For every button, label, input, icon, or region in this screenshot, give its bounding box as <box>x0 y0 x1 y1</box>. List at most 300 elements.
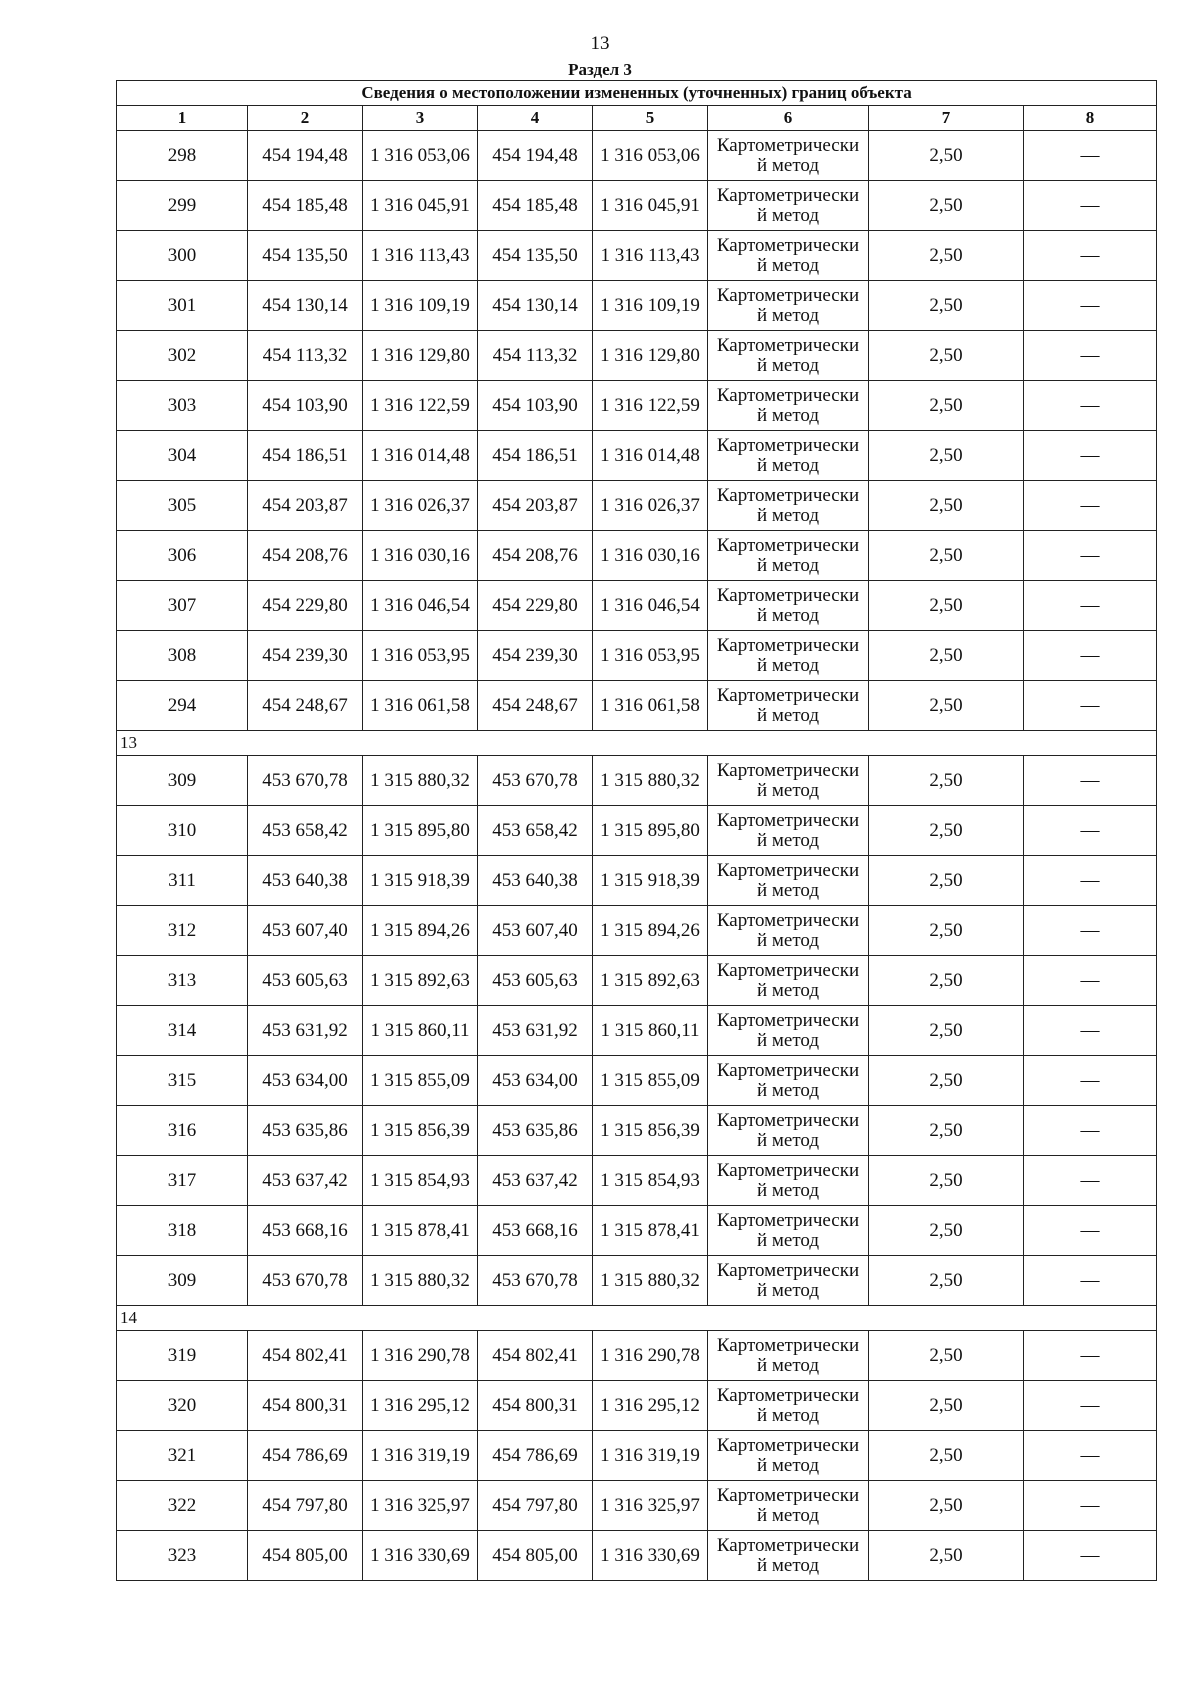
x-existing: 453 631,92 <box>248 1006 363 1056</box>
accuracy: 2,50 <box>869 956 1024 1006</box>
accuracy: 2,50 <box>869 1006 1024 1056</box>
method-line-2: й метод <box>756 204 820 226</box>
y-new: 1 316 295,12 <box>593 1381 708 1431</box>
x-new: 453 605,63 <box>478 956 593 1006</box>
x-existing: 453 640,38 <box>248 856 363 906</box>
method-line-1: Картометрически <box>716 184 860 206</box>
note: — <box>1024 956 1157 1006</box>
note: — <box>1024 1331 1157 1381</box>
method-line-1: Картометрически <box>716 684 860 706</box>
method <box>708 431 869 481</box>
point-number: 309 <box>117 756 248 806</box>
method-line-1: Картометрически <box>716 484 860 506</box>
table-row <box>117 581 1157 631</box>
note: — <box>1024 1106 1157 1156</box>
y-existing: 1 316 109,19 <box>363 281 478 331</box>
method-line-2: й метод <box>756 454 820 476</box>
method-line-2: й метод <box>756 154 820 176</box>
y-existing: 1 316 330,69 <box>363 1531 478 1581</box>
accuracy: 2,50 <box>869 1381 1024 1431</box>
y-new: 1 316 330,69 <box>593 1531 708 1581</box>
method <box>708 1056 869 1106</box>
x-new: 454 203,87 <box>478 481 593 531</box>
column-number-1: 1 <box>117 106 248 131</box>
y-new: 1 315 880,32 <box>593 756 708 806</box>
x-existing: 454 130,14 <box>248 281 363 331</box>
x-existing: 454 135,50 <box>248 231 363 281</box>
y-new: 1 316 113,43 <box>593 231 708 281</box>
x-new: 454 248,67 <box>478 681 593 731</box>
y-existing: 1 315 855,09 <box>363 1056 478 1106</box>
table-caption-row <box>117 81 1157 106</box>
method-line-1: Картометрически <box>716 384 860 406</box>
method-line-1: Картометрически <box>716 284 860 306</box>
y-new: 1 316 325,97 <box>593 1481 708 1531</box>
note: — <box>1024 181 1157 231</box>
column-number-8: 8 <box>1024 106 1157 131</box>
accuracy: 2,50 <box>869 1206 1024 1256</box>
method-line-2: й метод <box>756 554 820 576</box>
method-line-1: Картометрически <box>716 1009 860 1031</box>
method-line-2: й метод <box>756 1354 820 1376</box>
point-number: 306 <box>117 531 248 581</box>
table-row <box>117 431 1157 481</box>
x-new: 453 670,78 <box>478 1256 593 1306</box>
method-line-2: й метод <box>756 654 820 676</box>
table-row <box>117 331 1157 381</box>
group-label-row <box>117 1306 1157 1331</box>
x-new: 453 668,16 <box>478 1206 593 1256</box>
point-number: 322 <box>117 1481 248 1531</box>
method-line-2: й метод <box>756 1554 820 1576</box>
method-line-1: Картометрически <box>716 1209 860 1231</box>
y-existing: 1 315 880,32 <box>363 1256 478 1306</box>
accuracy: 2,50 <box>869 1331 1024 1381</box>
table-row <box>117 131 1157 181</box>
x-new: 453 670,78 <box>478 756 593 806</box>
note: — <box>1024 806 1157 856</box>
group-label-row <box>117 731 1157 756</box>
y-existing: 1 316 046,54 <box>363 581 478 631</box>
point-number: 302 <box>117 331 248 381</box>
method <box>708 1381 869 1431</box>
accuracy: 2,50 <box>869 431 1024 481</box>
table-row <box>117 481 1157 531</box>
x-existing: 454 103,90 <box>248 381 363 431</box>
column-number-6: 6 <box>708 106 869 131</box>
method <box>708 481 869 531</box>
y-existing: 1 316 030,16 <box>363 531 478 581</box>
table-body <box>117 81 1157 1581</box>
y-existing: 1 316 014,48 <box>363 431 478 481</box>
x-existing: 454 797,80 <box>248 1481 363 1531</box>
x-new: 454 229,80 <box>478 581 593 631</box>
y-new: 1 316 109,19 <box>593 281 708 331</box>
point-number: 323 <box>117 1531 248 1581</box>
table-row <box>117 1381 1157 1431</box>
method <box>708 1206 869 1256</box>
y-existing: 1 316 053,95 <box>363 631 478 681</box>
point-number: 319 <box>117 1331 248 1381</box>
method-line-1: Картометрически <box>716 909 860 931</box>
x-existing: 454 208,76 <box>248 531 363 581</box>
y-new: 1 315 856,39 <box>593 1106 708 1156</box>
y-new: 1 315 880,32 <box>593 1256 708 1306</box>
x-new: 454 194,48 <box>478 131 593 181</box>
method <box>708 381 869 431</box>
method-line-2: й метод <box>756 504 820 526</box>
table-row <box>117 1006 1157 1056</box>
method-line-2: й метод <box>756 929 820 951</box>
y-existing: 1 315 880,32 <box>363 756 478 806</box>
x-existing: 454 186,51 <box>248 431 363 481</box>
accuracy: 2,50 <box>869 1056 1024 1106</box>
table-row <box>117 1106 1157 1156</box>
method-line-2: й метод <box>756 1504 820 1526</box>
accuracy: 2,50 <box>869 481 1024 531</box>
x-new: 453 631,92 <box>478 1006 593 1056</box>
table-row <box>117 1206 1157 1256</box>
table-row <box>117 531 1157 581</box>
accuracy: 2,50 <box>869 1156 1024 1206</box>
note: — <box>1024 1481 1157 1531</box>
x-new: 454 103,90 <box>478 381 593 431</box>
method <box>708 281 869 331</box>
y-new: 1 316 129,80 <box>593 331 708 381</box>
method-line-2: й метод <box>756 1404 820 1426</box>
method-line-2: й метод <box>756 1029 820 1051</box>
method-line-2: й метод <box>756 1179 820 1201</box>
accuracy: 2,50 <box>869 181 1024 231</box>
note: — <box>1024 1206 1157 1256</box>
point-number: 300 <box>117 231 248 281</box>
method <box>708 956 869 1006</box>
x-existing: 454 800,31 <box>248 1381 363 1431</box>
method-line-2: й метод <box>756 1079 820 1101</box>
accuracy: 2,50 <box>869 331 1024 381</box>
note: — <box>1024 531 1157 581</box>
method <box>708 131 869 181</box>
table-row <box>117 756 1157 806</box>
method <box>708 1331 869 1381</box>
table-row <box>117 1431 1157 1481</box>
y-new: 1 315 918,39 <box>593 856 708 906</box>
accuracy: 2,50 <box>869 906 1024 956</box>
accuracy: 2,50 <box>869 1481 1024 1531</box>
method-line-2: й метод <box>756 829 820 851</box>
x-existing: 453 637,42 <box>248 1156 363 1206</box>
y-new: 1 315 860,11 <box>593 1006 708 1056</box>
point-number: 305 <box>117 481 248 531</box>
method-line-1: Картометрически <box>716 1109 860 1131</box>
y-existing: 1 316 122,59 <box>363 381 478 431</box>
x-new: 453 607,40 <box>478 906 593 956</box>
y-existing: 1 316 129,80 <box>363 331 478 381</box>
accuracy: 2,50 <box>869 806 1024 856</box>
y-existing: 1 316 325,97 <box>363 1481 478 1531</box>
accuracy: 2,50 <box>869 581 1024 631</box>
method-line-1: Картометрически <box>716 634 860 656</box>
point-number: 318 <box>117 1206 248 1256</box>
point-number: 310 <box>117 806 248 856</box>
method-line-1: Картометрически <box>716 1059 860 1081</box>
point-number: 320 <box>117 1381 248 1431</box>
x-new: 454 805,00 <box>478 1531 593 1581</box>
method-line-2: й метод <box>756 1279 820 1301</box>
note: — <box>1024 131 1157 181</box>
method <box>708 181 869 231</box>
point-number: 315 <box>117 1056 248 1106</box>
y-new: 1 315 894,26 <box>593 906 708 956</box>
x-existing: 454 802,41 <box>248 1331 363 1381</box>
method <box>708 1256 869 1306</box>
method-line-2: й метод <box>756 1129 820 1151</box>
y-new: 1 315 854,93 <box>593 1156 708 1206</box>
method-line-1: Картометрически <box>716 534 860 556</box>
note: — <box>1024 1006 1157 1056</box>
point-number: 313 <box>117 956 248 1006</box>
note: — <box>1024 281 1157 331</box>
method <box>708 1481 869 1531</box>
table-row <box>117 1056 1157 1106</box>
column-number-row <box>117 106 1157 131</box>
note: — <box>1024 631 1157 681</box>
accuracy: 2,50 <box>869 1106 1024 1156</box>
method-line-1: Картометрически <box>716 859 860 881</box>
table-row <box>117 856 1157 906</box>
method <box>708 581 869 631</box>
y-existing: 1 315 892,63 <box>363 956 478 1006</box>
point-number: 316 <box>117 1106 248 1156</box>
method-line-2: й метод <box>756 779 820 801</box>
y-new: 1 316 026,37 <box>593 481 708 531</box>
point-number: 308 <box>117 631 248 681</box>
table-row <box>117 1256 1157 1306</box>
y-existing: 1 316 053,06 <box>363 131 478 181</box>
page-number: 13 <box>590 33 610 54</box>
method <box>708 531 869 581</box>
method-line-1: Картометрически <box>716 1159 860 1181</box>
method-line-2: й метод <box>756 354 820 376</box>
method <box>708 856 869 906</box>
x-existing: 453 635,86 <box>248 1106 363 1156</box>
y-new: 1 316 046,54 <box>593 581 708 631</box>
method <box>708 1106 869 1156</box>
method <box>708 681 869 731</box>
point-number: 304 <box>117 431 248 481</box>
method-line-1: Картометрически <box>716 759 860 781</box>
y-existing: 1 316 290,78 <box>363 1331 478 1381</box>
column-number-5: 5 <box>593 106 708 131</box>
x-new: 454 800,31 <box>478 1381 593 1431</box>
method <box>708 331 869 381</box>
table-row <box>117 1481 1157 1531</box>
x-new: 454 135,50 <box>478 231 593 281</box>
method-line-1: Картометрически <box>716 1259 860 1281</box>
note: — <box>1024 756 1157 806</box>
x-new: 453 634,00 <box>478 1056 593 1106</box>
note: — <box>1024 1431 1157 1481</box>
method-line-2: й метод <box>756 879 820 901</box>
point-number: 309 <box>117 1256 248 1306</box>
y-existing: 1 315 894,26 <box>363 906 478 956</box>
table-row <box>117 1531 1157 1581</box>
table-row <box>117 956 1157 1006</box>
accuracy: 2,50 <box>869 131 1024 181</box>
column-number-2: 2 <box>248 106 363 131</box>
note: — <box>1024 1531 1157 1581</box>
table-row <box>117 381 1157 431</box>
table-row <box>117 231 1157 281</box>
note: — <box>1024 856 1157 906</box>
x-new: 454 113,32 <box>478 331 593 381</box>
section-title: Раздел 3 <box>568 60 632 79</box>
x-new: 453 635,86 <box>478 1106 593 1156</box>
method-line-1: Картометрически <box>716 334 860 356</box>
x-new: 454 185,48 <box>478 181 593 231</box>
y-existing: 1 315 856,39 <box>363 1106 478 1156</box>
accuracy: 2,50 <box>869 281 1024 331</box>
y-existing: 1 315 854,93 <box>363 1156 478 1206</box>
point-number: 312 <box>117 906 248 956</box>
note: — <box>1024 1256 1157 1306</box>
accuracy: 2,50 <box>869 1431 1024 1481</box>
x-new: 453 640,38 <box>478 856 593 906</box>
y-new: 1 315 895,80 <box>593 806 708 856</box>
note: — <box>1024 906 1157 956</box>
method-line-2: й метод <box>756 1454 820 1476</box>
x-existing: 454 239,30 <box>248 631 363 681</box>
y-existing: 1 316 026,37 <box>363 481 478 531</box>
x-existing: 453 670,78 <box>248 756 363 806</box>
method <box>708 756 869 806</box>
x-existing: 454 185,48 <box>248 181 363 231</box>
x-existing: 454 203,87 <box>248 481 363 531</box>
method-line-1: Картометрически <box>716 434 860 456</box>
x-existing: 453 670,78 <box>248 1256 363 1306</box>
x-new: 454 239,30 <box>478 631 593 681</box>
y-new: 1 316 122,59 <box>593 381 708 431</box>
accuracy: 2,50 <box>869 856 1024 906</box>
accuracy: 2,50 <box>869 631 1024 681</box>
y-new: 1 316 030,16 <box>593 531 708 581</box>
x-existing: 453 658,42 <box>248 806 363 856</box>
method-line-1: Картометрически <box>716 234 860 256</box>
note: — <box>1024 331 1157 381</box>
method-line-2: й метод <box>756 304 820 326</box>
method-line-2: й метод <box>756 604 820 626</box>
point-number: 299 <box>117 181 248 231</box>
x-new: 454 802,41 <box>478 1331 593 1381</box>
y-new: 1 316 319,19 <box>593 1431 708 1481</box>
x-existing: 453 634,00 <box>248 1056 363 1106</box>
y-existing: 1 315 918,39 <box>363 856 478 906</box>
point-number: 303 <box>117 381 248 431</box>
point-number: 298 <box>117 131 248 181</box>
y-new: 1 316 014,48 <box>593 431 708 481</box>
method-line-1: Картометрически <box>716 1534 860 1556</box>
y-new: 1 316 061,58 <box>593 681 708 731</box>
table-row <box>117 1331 1157 1381</box>
table-row <box>117 806 1157 856</box>
accuracy: 2,50 <box>869 681 1024 731</box>
y-existing: 1 315 878,41 <box>363 1206 478 1256</box>
method-line-2: й метод <box>756 254 820 276</box>
point-number: 294 <box>117 681 248 731</box>
x-new: 454 208,76 <box>478 531 593 581</box>
method <box>708 1006 869 1056</box>
accuracy: 2,50 <box>869 756 1024 806</box>
method <box>708 906 869 956</box>
y-existing: 1 315 895,80 <box>363 806 478 856</box>
note: — <box>1024 681 1157 731</box>
table-row <box>117 281 1157 331</box>
y-new: 1 316 045,91 <box>593 181 708 231</box>
y-existing: 1 316 113,43 <box>363 231 478 281</box>
accuracy: 2,50 <box>869 1531 1024 1581</box>
accuracy: 2,50 <box>869 381 1024 431</box>
x-existing: 453 605,63 <box>248 956 363 1006</box>
y-existing: 1 316 045,91 <box>363 181 478 231</box>
y-existing: 1 316 319,19 <box>363 1431 478 1481</box>
table-row <box>117 1156 1157 1206</box>
x-existing: 454 248,67 <box>248 681 363 731</box>
column-number-4: 4 <box>478 106 593 131</box>
x-new: 453 658,42 <box>478 806 593 856</box>
column-number-7: 7 <box>869 106 1024 131</box>
x-existing: 454 805,00 <box>248 1531 363 1581</box>
column-number-3: 3 <box>363 106 478 131</box>
accuracy: 2,50 <box>869 1256 1024 1306</box>
y-new: 1 315 892,63 <box>593 956 708 1006</box>
method-line-2: й метод <box>756 979 820 1001</box>
table-row <box>117 631 1157 681</box>
method <box>708 231 869 281</box>
accuracy: 2,50 <box>869 531 1024 581</box>
note: — <box>1024 1156 1157 1206</box>
x-existing: 454 229,80 <box>248 581 363 631</box>
method <box>708 631 869 681</box>
y-new: 1 316 290,78 <box>593 1331 708 1381</box>
method-line-1: Картометрически <box>716 134 860 156</box>
x-new: 454 797,80 <box>478 1481 593 1531</box>
x-existing: 454 113,32 <box>248 331 363 381</box>
point-number: 301 <box>117 281 248 331</box>
y-new: 1 316 053,95 <box>593 631 708 681</box>
point-number: 314 <box>117 1006 248 1056</box>
table-row <box>117 906 1157 956</box>
x-new: 454 786,69 <box>478 1431 593 1481</box>
note: — <box>1024 381 1157 431</box>
method-line-1: Картометрически <box>716 959 860 981</box>
point-number: 317 <box>117 1156 248 1206</box>
y-existing: 1 315 860,11 <box>363 1006 478 1056</box>
x-existing: 453 668,16 <box>248 1206 363 1256</box>
method-line-2: й метод <box>756 704 820 726</box>
method <box>708 806 869 856</box>
method-line-1: Картометрически <box>716 1484 860 1506</box>
note: — <box>1024 1381 1157 1431</box>
point-number: 311 <box>117 856 248 906</box>
x-new: 453 637,42 <box>478 1156 593 1206</box>
note: — <box>1024 581 1157 631</box>
method <box>708 1156 869 1206</box>
table-row <box>117 681 1157 731</box>
method-line-2: й метод <box>756 404 820 426</box>
method <box>708 1431 869 1481</box>
note: — <box>1024 481 1157 531</box>
note: — <box>1024 1056 1157 1106</box>
